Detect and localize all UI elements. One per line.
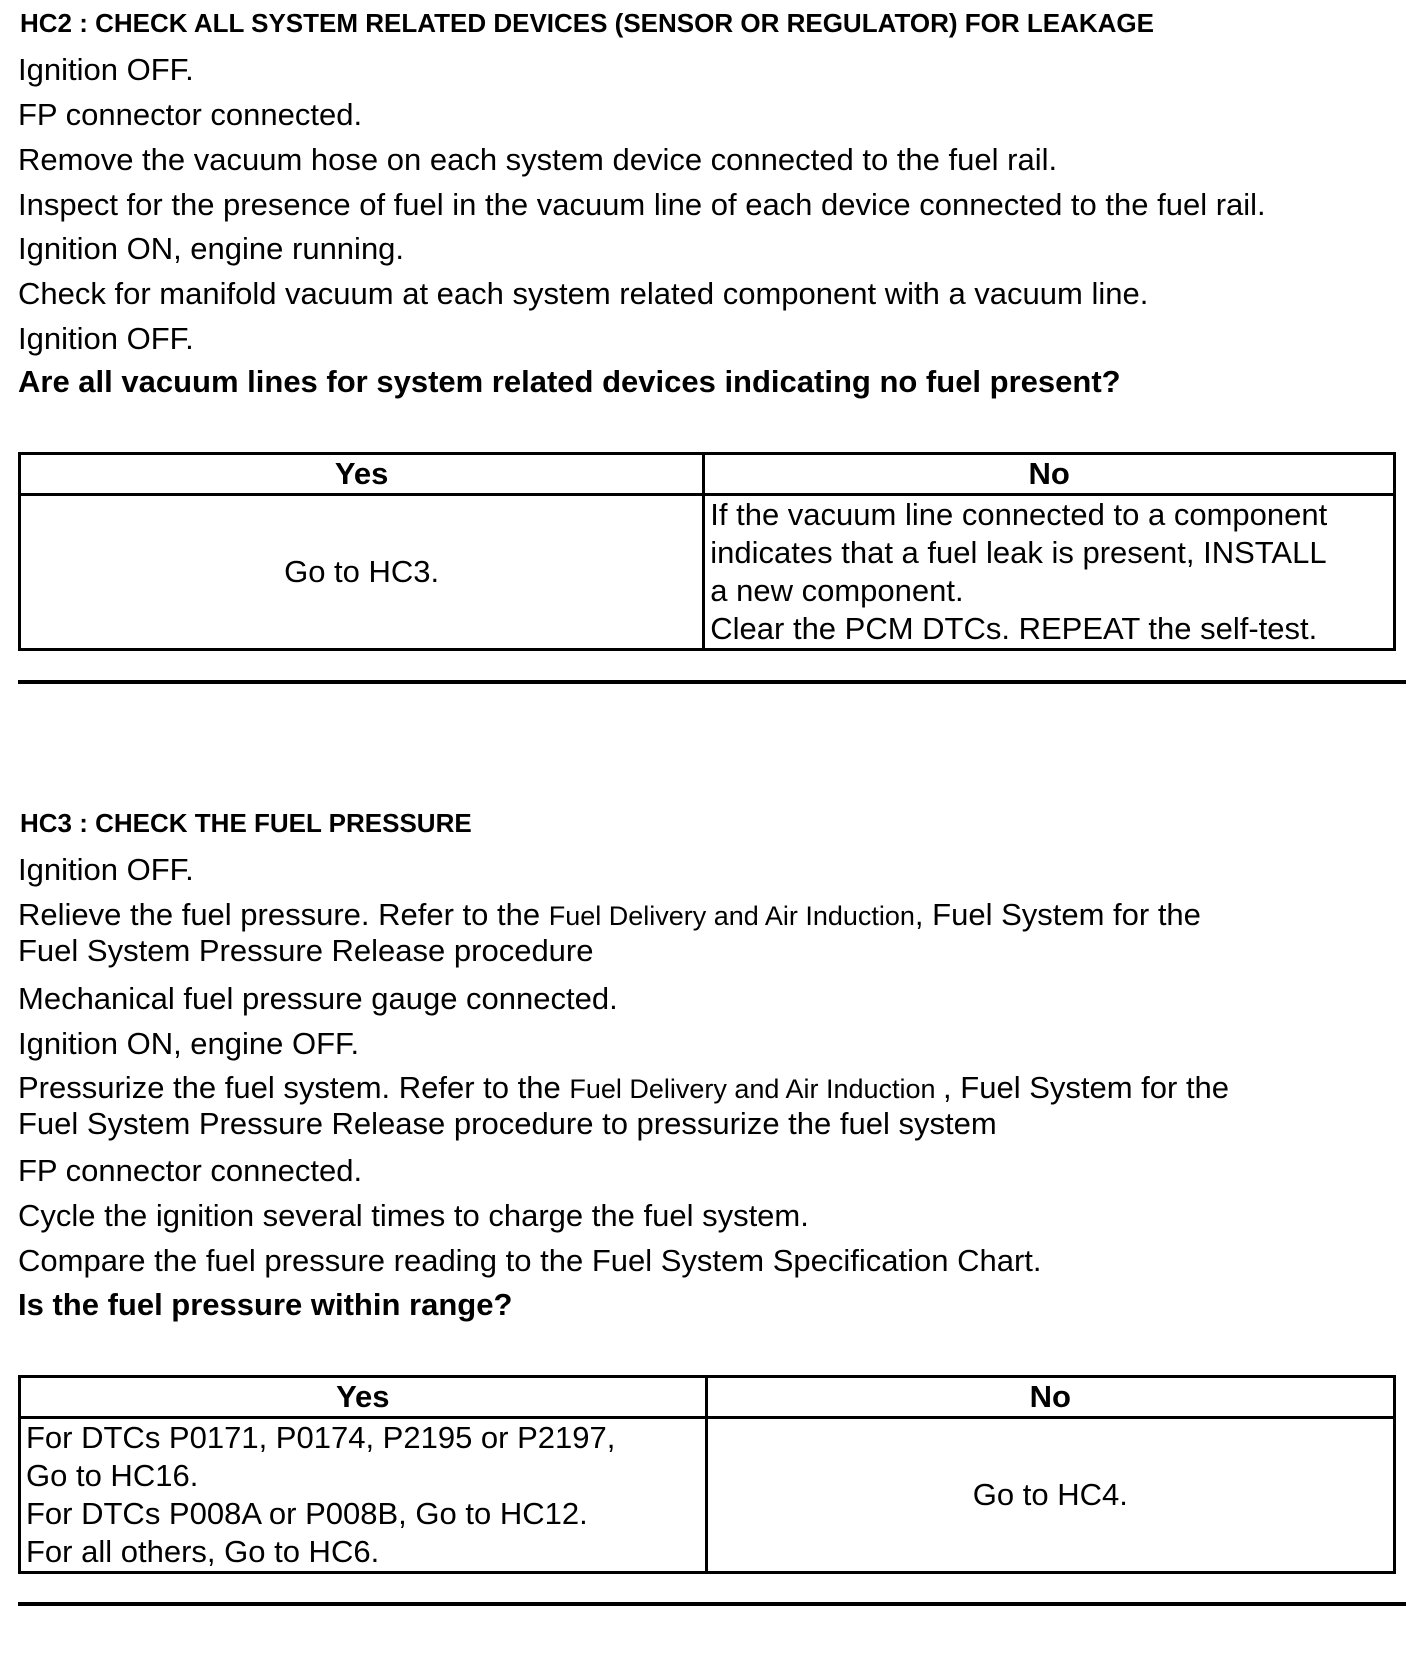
hc2-no-header: No xyxy=(704,454,1395,495)
hc3-no-header: No xyxy=(706,1377,1394,1418)
hc3-yes-line-1: For DTCs P0171, P0174, P2195 or P2197, xyxy=(26,1420,616,1455)
hc2-step-6: Check for manifold vacuum at each system related component with a vacuum line. xyxy=(18,276,1149,311)
hc3-yes-line-4: For all others, Go to HC6. xyxy=(26,1534,380,1569)
hc2-decision-table xyxy=(18,452,1396,651)
hc3-yes-line-3: For DTCs P008A or P008B, Go to HC12. xyxy=(26,1496,588,1531)
hc3-step-3: Mechanical fuel pressure gauge connected. xyxy=(18,981,618,1016)
hc2-no-line-3: a new component. xyxy=(710,573,964,608)
hc3-step-7: Cycle the ignition several times to charge the fuel system. xyxy=(18,1198,809,1233)
hc3-step-2-text-b: , Fuel System for the xyxy=(914,897,1201,932)
hc3-question: Is the fuel pressure within range? xyxy=(18,1287,513,1322)
hc3-step-1: Ignition OFF. xyxy=(18,852,194,887)
hc3-yes-line-2: Go to HC16. xyxy=(26,1458,199,1493)
hc3-yes-header: Yes xyxy=(20,1377,707,1418)
hc3-step-2 xyxy=(18,897,1201,933)
hc3-yes-cell xyxy=(20,1418,707,1573)
hc3-step-8: Compare the fuel pressure reading to the Fuel System Specification Chart. xyxy=(18,1243,1042,1278)
hc2-heading: HC2 : CHECK ALL SYSTEM RELATED DEVICES (SENSOR OR REGULATOR) FOR LEAKAGE xyxy=(20,8,1154,38)
hc3-step-5-cont: Fuel System Pressure Release procedure to pressurize the fuel system xyxy=(18,1106,997,1141)
hc2-no-line-4: Clear the PCM DTCs. REPEAT the self-test. xyxy=(710,611,1318,646)
hc3-step-2-cont: Fuel System Pressure Release procedure xyxy=(18,933,594,968)
hc3-step-5-reference: Fuel Delivery and Air Induction xyxy=(569,1074,944,1104)
section-divider-1 xyxy=(18,680,1406,684)
hc2-step-7: Ignition OFF. xyxy=(18,321,194,356)
hc3-no-cell: Go to HC4. xyxy=(706,1418,1394,1573)
hc2-yes-cell: Go to HC3. xyxy=(20,495,704,650)
hc3-step-2-text-a: Relieve the fuel pressure. Refer to the xyxy=(18,897,549,932)
hc3-decision-table xyxy=(18,1375,1396,1574)
hc3-heading: HC3 : CHECK THE FUEL PRESSURE xyxy=(20,808,472,838)
hc2-no-line-1: If the vacuum line connected to a component xyxy=(710,497,1328,532)
hc2-step-1: Ignition OFF. xyxy=(18,52,194,87)
hc2-no-cell xyxy=(704,495,1395,650)
hc3-step-5-text-b: , Fuel System for the xyxy=(943,1070,1230,1105)
hc3-step-5 xyxy=(18,1070,1229,1106)
hc3-step-2-reference: Fuel Delivery and Air Induction xyxy=(548,901,915,931)
hc2-step-5: Ignition ON, engine running. xyxy=(18,231,405,266)
hc3-step-6: FP connector connected. xyxy=(18,1153,363,1188)
hc2-step-2: FP connector connected. xyxy=(18,97,363,132)
hc2-step-3: Remove the vacuum hose on each system device connected to the fuel rail. xyxy=(18,142,1058,177)
hc2-no-line-2: indicates that a fuel leak is present, INSTALL xyxy=(710,535,1327,570)
hc2-step-4: Inspect for the presence of fuel in the vacuum line of each device connected to the fuel rail. xyxy=(18,187,1266,222)
hc2-yes-header: Yes xyxy=(20,454,704,495)
section-divider-2 xyxy=(18,1602,1406,1606)
hc3-step-4: Ignition ON, engine OFF. xyxy=(18,1026,360,1061)
hc2-question: Are all vacuum lines for system related devices indicating no fuel present? xyxy=(18,364,1121,399)
hc3-step-5-text-a: Pressurize the fuel system. Refer to the xyxy=(18,1070,570,1105)
